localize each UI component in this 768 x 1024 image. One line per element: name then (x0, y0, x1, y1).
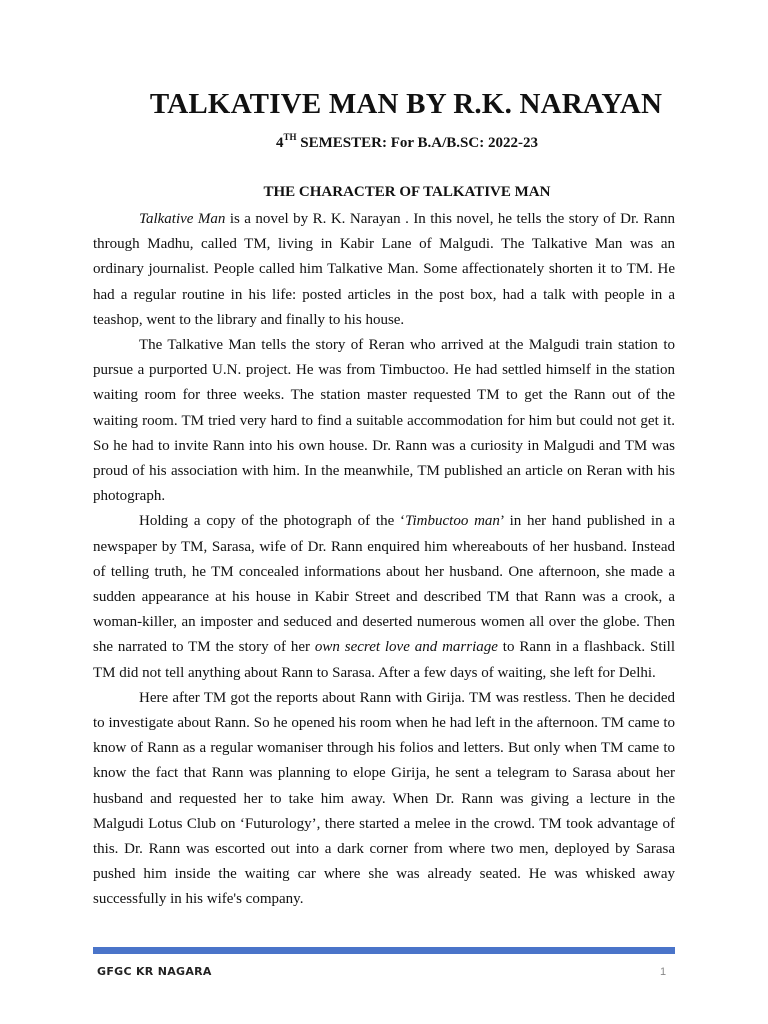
paragraph-3 (93, 509, 675, 685)
footer-college-name: GFGC KR NAGARA (97, 965, 212, 978)
paragraph-1-italic: Talkative Man (139, 211, 226, 227)
paragraph-3-italic-a: Timbuctoo man (405, 513, 500, 530)
section-heading-text: THE CHARACTER OF TALKATIVE MAN (263, 184, 551, 200)
paragraph-3-part-a: Holding a copy of the photograph of the ‘ (139, 513, 405, 530)
semester-subtitle-text (276, 133, 538, 153)
semester-number: 4 (276, 135, 284, 151)
semester-superscript: TH (283, 132, 297, 142)
semester-details: SEMESTER: For B.A/B.SC: 2022-23 (296, 135, 538, 151)
footer-rule (93, 947, 675, 954)
paragraph-3-part-c: ’ in her hand published in a newspaper by TM, Sarasa, wife of Dr. Rann enquired him whereabouts of her husband. Instead of telling truth, he TM concealed informations about her husband. One afternoon, she made a sudden appearance at his house in Kabir Street and described TM that Rann was a crook, a woman-killer, an imposter and seduced and deserted numerous women all over the globe. Then she narrated to TM the story of her (93, 513, 675, 656)
paragraph-1 (93, 207, 675, 333)
paragraph-3-part-e: to Rann in a flashback. Still TM did not tell anything about Rann to Sarasa. After a few days of waiting, she left for Delhi. (93, 639, 676, 681)
section-heading (0, 182, 768, 202)
paragraph-3-italic-b: own secret love and marriage (314, 639, 498, 656)
body-text (93, 207, 675, 913)
paragraph-1-text: is a novel by R. K. Narayan . In this novel, he tells the story of Dr. Rann through Madhu, called TM, living in Kabir Lane of Malgudi. The Talkative Man was an ordinary journalist. People called him Talkative Man. Some affectionately shorten it to TM. He had a regular routine in his life: posted articles in the post box, had a talk with people in a teashop, went to the library and finally to his house. (93, 211, 675, 328)
footer-page-number: 1 (660, 966, 667, 978)
paragraph-2: The Talkative Man tells the story of Reran who arrived at the Malgudi train station to pursue a purported U.N. project. He was from Timbuctoo. He had settled himself in the station waiting room for three weeks. The station master requested TM to get the Rann out of the waiting room. TM tried very hard to find a suitable accommodation for him but could not get it. So he had to invite Rann into his own house. Dr. Rann was a curiosity in Malgudi and TM was proud of his association with him. In the meanwhile, TM published an article on Reran with his photograph. (93, 337, 675, 505)
paragraph-4: Here after TM got the reports about Rann with Girija. TM was restless. Then he decided to investigate about Rann. So he opened his room when he had left in the afternoon. TM came to know of Rann as a regular womaniser through his folios and letters. But only when TM came to know the fact that Rann was planning to elope Girija, he sent a telegram to Sarasa about her husband and requested her to take him away. When Dr. Rann was giving a lecture in the Malgudi Lotus Club on ‘Futurology’, there started a melee in the crowd. TM took advantage of this. Dr. Rann was escorted out into a dark corner from where two men, deployed by Sarasa pushed him inside the waiting car where she was already seated. He was whisked away successfully in his wife's company. (93, 689, 675, 908)
semester-subtitle (0, 133, 768, 153)
document-title (0, 86, 768, 122)
document-title-text: TALKATIVE MAN BY R.K. NARAYAN (149, 88, 663, 120)
